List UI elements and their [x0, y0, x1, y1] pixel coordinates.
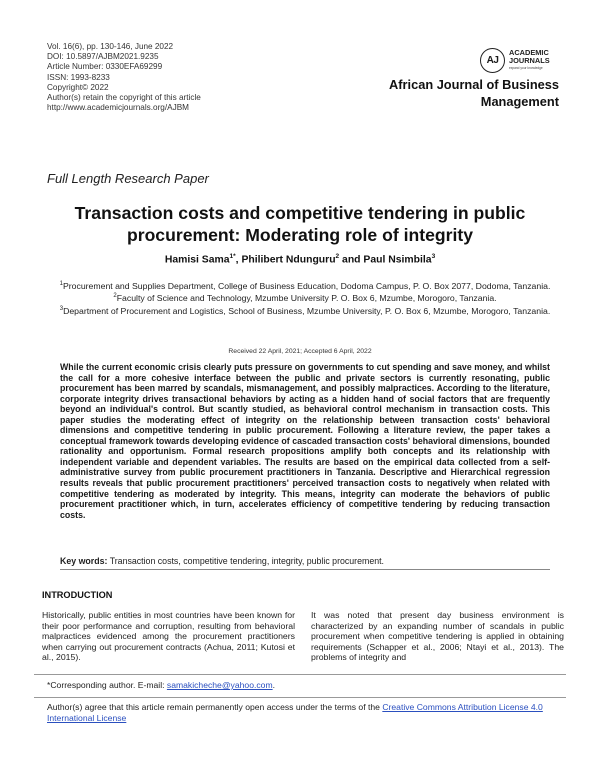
- author-list: [0, 253, 600, 265]
- abstract: While the current economic crisis clearly puts pressure on governments to cut spending and save money, and whilst the call for a more cohesive interface between the public and private sectors is currently resonating, public procurement has been marred by scandals, mismanagement, and possibly malpractices. According to the literature, corporate integrity drives transactional behaviors by acting as a hidden hand of social factors that are frequently beyond an individual's control. But scantly studied, as behavioral control mechanism in transaction costs. This paper studies the moderating effect of integrity on the relationship between transaction costs' behavioral dimensions and competitive tendering in public procurement. Following a literature review, the paper takes a conceptual framework towards developing evidence of cascaded transaction costs' behavioral dimensions, bounded rationality and opportunism. Formal research propositions amplify both concepts and its relationship with independent variable and dependent variables. The results are based on the empirical data collected from a self-administrative survey from public procurement practitioners in Tanzania. Descriptive and Hierarchical regression results reveals that public procurement practitioners' perceived transaction costs to negatively when related with competitive tendering as moderated by integrity. This means, integrity can moderate the behaviors of public procurement practitioner which, in turn, accelerates efficiency of competitive tendering by reducing transaction costs.: [60, 362, 550, 520]
- affiliation: [40, 291, 570, 303]
- corr-label: *Corresponding author. E-mail:: [47, 680, 167, 690]
- affiliation-text: Faculty of Science and Technology, Mzumbe University P. O. Box 6, Mzumbe, Morogoro, Tanzania.: [116, 293, 497, 304]
- paper-type: Full Length Research Paper: [47, 171, 209, 186]
- affiliations: [40, 279, 570, 316]
- affiliation-sup: 3: [59, 305, 64, 312]
- logo-line2: JOURNALS: [509, 56, 550, 65]
- intro-column-right: It was noted that present day business environment is characterized by an expanding number of scandals in public procurement when competitive tendering is applied in obtaining requirements (Schapper et al., 2006; Ntayi et al., 2013). The problems of integrity and: [311, 610, 564, 663]
- keywords: [60, 556, 384, 566]
- affiliation-sup: 1: [59, 281, 63, 287]
- meta-copyright: Copyright© 2022: [47, 82, 109, 92]
- logo-wordmark: [509, 49, 550, 65]
- corresponding-author: [47, 680, 275, 690]
- footer-divider: [34, 674, 566, 675]
- logo-line1: ACADEMIC: [509, 48, 549, 57]
- keywords-text: Transaction costs, competitive tendering, integrity, public procurement.: [107, 556, 385, 566]
- meta-issn: ISSN: 1993-8233: [47, 72, 110, 82]
- received-dates: Received 22 April, 2021; Accepted 6 April, 2022: [228, 348, 372, 355]
- intro-column-left: Historically, public entities in most countries have been known for their poor performance and corruption, resulting from behavioral malpractices evidenced among the procurement practitioners when carrying out procurement contracts (Achua, 2011; Kutosi et al., 2015).: [42, 610, 295, 663]
- keywords-label: Key words:: [60, 556, 108, 566]
- meta-doi: DOI: 10.5897/AJBM2021.9235: [47, 52, 159, 62]
- aj-logo-icon: AJ: [480, 48, 505, 73]
- author-name: Hamisi Sama: [164, 254, 230, 266]
- paper-title: [40, 203, 560, 246]
- affiliation: [40, 304, 570, 316]
- meta-volume: Vol. 16(6), pp. 130-146, June 2022: [47, 42, 174, 51]
- meta-url[interactable]: http://www.academicjournals.org/AJBM: [47, 103, 189, 113]
- journal-name-line2: Management: [480, 93, 559, 109]
- logo-tagline: expand your knowledge: [509, 66, 543, 70]
- author-separator: and: [339, 254, 364, 266]
- affiliation-sup: 2: [113, 293, 117, 300]
- author-separator: ,: [235, 254, 242, 266]
- affiliation-text: Procurement and Supplies Department, College of Business Education, Dodoma Campus, P. O. Box 2077, Dodoma, Tanzania.: [62, 280, 551, 291]
- corr-email-link[interactable]: samakicheche@yahoo.com: [166, 680, 273, 690]
- journal-name: [379, 77, 559, 110]
- title-line2: procurement: Moderating role of integrity: [126, 224, 474, 245]
- affiliation-text: Department of Procurement and Logistics, School of Business, Mzumbe University, P. O. Box 6, Mzumbe, Morogoro, Tanzania.: [63, 305, 551, 316]
- license-link[interactable]: Creative Commons Attribution License 4.0 International License: [47, 702, 543, 723]
- footer-divider: [34, 697, 566, 698]
- title-line1: Transaction costs and competitive tendering in public: [74, 203, 526, 223]
- meta-article-number: Article Number: 0330EFA69299: [47, 62, 163, 72]
- affiliation: [40, 279, 570, 291]
- keywords-divider: [60, 569, 550, 570]
- article-metadata: [47, 42, 201, 113]
- license-text: Author(s) agree that this article remain permanently open access under the terms of the: [47, 702, 383, 712]
- section-heading-introduction: INTRODUCTION: [42, 590, 113, 600]
- author-name: Philibert Ndunguru: [241, 254, 336, 266]
- author-sup: 3: [431, 253, 436, 260]
- license-notice: [47, 702, 559, 723]
- author-name: Paul Nsimbila: [363, 254, 432, 266]
- journal-name-line1: African Journal of Business: [389, 77, 559, 92]
- meta-copyright-note: Author(s) retain the copyright of this article: [47, 93, 201, 103]
- author-sup: 2: [335, 253, 340, 260]
- academic-journals-logo: [480, 48, 600, 74]
- corr-end: .: [272, 680, 275, 690]
- author-sup: 1*: [229, 253, 236, 260]
